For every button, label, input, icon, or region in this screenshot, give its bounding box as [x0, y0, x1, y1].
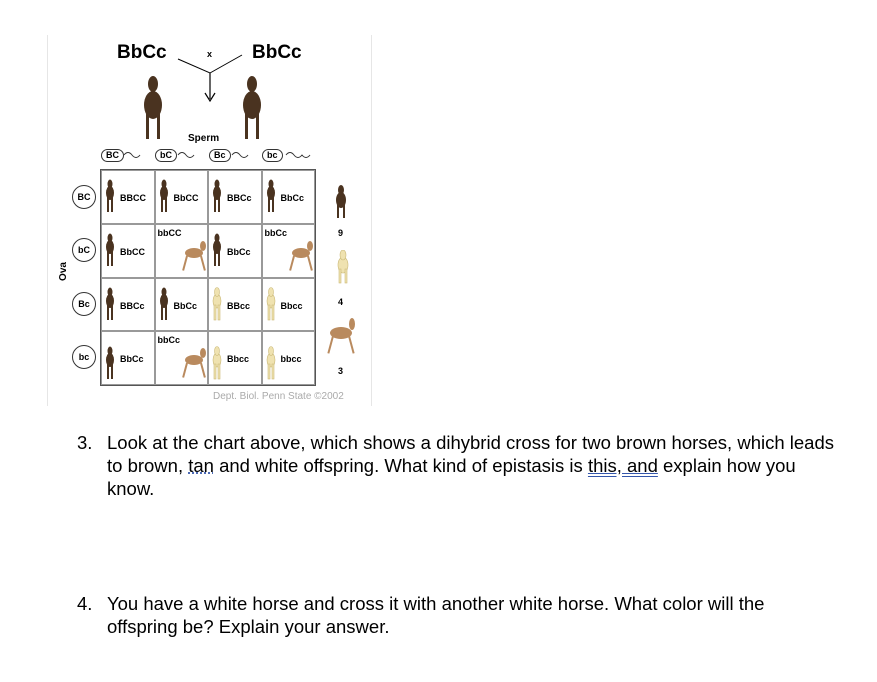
question-3 — [77, 431, 837, 500]
brown-horse-icon — [104, 346, 116, 380]
brown-horse-icon — [104, 233, 116, 267]
sperm-gamete-2: bC — [155, 149, 177, 162]
ratio-brown: 9 — [338, 228, 344, 238]
punnett-cell — [262, 331, 316, 385]
ova-gamete-1: BC — [72, 185, 96, 209]
white-horse-icon — [335, 250, 351, 284]
question-4 — [77, 592, 837, 638]
tan-horse-icon — [180, 239, 208, 273]
cell-genotype: BBCc — [227, 193, 252, 203]
punnett-cell — [101, 224, 155, 278]
cell-genotype: bbCC — [157, 227, 182, 238]
white-horse-icon — [265, 287, 277, 321]
punnett-cell — [208, 331, 262, 385]
punnett-cell — [262, 224, 316, 278]
cell-genotype: BBcc — [227, 300, 251, 311]
white-horse-icon — [211, 287, 223, 321]
punnett-cell — [208, 278, 262, 332]
brown-horse-icon — [211, 179, 223, 213]
punnett-cell — [101, 278, 155, 332]
parent1-horse-icon — [138, 75, 168, 141]
question-3-text — [107, 431, 837, 500]
cell-genotype: bbcc — [280, 354, 302, 365]
white-horse-icon — [265, 346, 277, 380]
punnett-cell — [155, 331, 209, 385]
parent2-horse-icon — [237, 75, 267, 141]
brown-horse-icon — [158, 179, 170, 213]
image-credit: Dept. Biol. Penn State ©2002 — [213, 391, 344, 402]
punnett-cell — [155, 224, 209, 278]
punnett-cell — [208, 224, 262, 278]
cross-arrow-icon — [176, 49, 246, 105]
ova-gamete-4: bc — [72, 345, 96, 369]
question-3-this-and: this, and — [587, 455, 658, 476]
cell-genotype: bbCc — [157, 335, 180, 346]
question-3-number: 3. — [77, 432, 93, 453]
ova-gamete-3: Bc — [72, 292, 96, 316]
ratio-white: 4 — [338, 297, 344, 307]
punnett-cell — [262, 278, 316, 332]
punnett-cell — [101, 170, 155, 224]
tan-horse-icon — [287, 239, 315, 273]
cell-genotype: BBCC — [120, 193, 146, 203]
brown-horse-icon — [211, 233, 223, 267]
sperm-gamete-4: bc — [262, 149, 283, 162]
white-horse-icon — [211, 346, 223, 380]
ova-gamete-2: bC — [72, 238, 96, 262]
question-4-text: You have a white horse and cross it with another white horse. What color will the offspring be? Explain your answer. — [107, 593, 765, 637]
question-3-part3: explain how you know. — [107, 455, 796, 499]
cell-genotype: BbCc — [173, 300, 198, 311]
cell-genotype: BbCc — [227, 246, 251, 257]
sperm-label: Sperm — [188, 133, 220, 144]
brown-horse-icon — [158, 287, 170, 321]
punnett-grid — [100, 169, 316, 386]
cell-genotype: BBCc — [120, 300, 145, 311]
sperm-gamete-1: BC — [101, 149, 124, 162]
cell-genotype: bbCc — [264, 227, 287, 238]
question-4-number: 4. — [77, 593, 93, 614]
tan-horse-icon — [324, 315, 358, 357]
cell-genotype: BbCC — [173, 193, 199, 203]
ova-label: Ova — [57, 262, 69, 281]
ratio-tan: 3 — [338, 366, 344, 376]
parent2-genotype: BbCc — [252, 42, 302, 63]
cell-genotype: Bbcc — [227, 354, 250, 365]
punnett-cell — [101, 331, 155, 385]
punnett-cell — [208, 170, 262, 224]
cell-genotype: BbCc — [120, 354, 144, 365]
cell-genotype: BbCC — [120, 246, 145, 257]
parent1-genotype: BbCc — [117, 42, 167, 63]
punnett-cell — [262, 170, 316, 224]
question-3-tan: tan — [188, 455, 214, 476]
punnett-figure — [47, 35, 372, 406]
brown-horse-icon — [265, 179, 277, 213]
brown-horse-icon — [104, 179, 116, 213]
tan-horse-icon — [180, 346, 208, 380]
cell-genotype: Bbcc — [280, 300, 303, 311]
cell-genotype: BbCc — [280, 193, 305, 203]
question-3-part1: Look at the chart above, which shows a dihybrid cross for two brown horses, which leads to brown, — [107, 432, 835, 476]
sperm-gamete-3: Bc — [209, 149, 231, 162]
brown-horse-icon — [104, 287, 116, 321]
cross-symbol: x — [207, 49, 213, 59]
question-3-part2: and white offspring. What kind of epistasis is — [213, 455, 588, 476]
punnett-cell — [155, 278, 209, 332]
punnett-cell — [155, 170, 209, 224]
brown-horse-icon — [333, 185, 349, 219]
